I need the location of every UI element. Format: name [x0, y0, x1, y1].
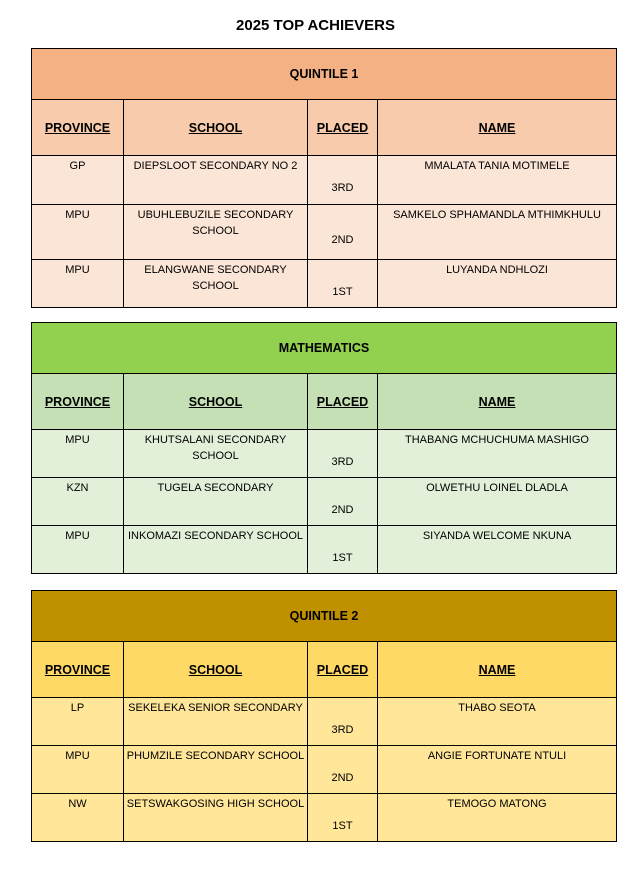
school-cell: PHUMZILE SECONDARY SCHOOL: [124, 746, 308, 794]
province-header: PROVINCE: [32, 374, 124, 430]
name-cell: SIYANDA WELCOME NKUNA: [378, 526, 617, 574]
table-row: [32, 205, 617, 260]
table-row: [32, 746, 617, 794]
table-row: [32, 526, 617, 574]
section-title: MATHEMATICS: [32, 323, 617, 374]
table-row: [32, 260, 617, 308]
name-cell: LUYANDA NDHLOZI: [378, 260, 617, 308]
table-row: [32, 478, 617, 526]
province-cell: MPU: [32, 260, 124, 308]
name-cell: SAMKELO SPHAMANDLA MTHIMKHULU: [378, 205, 617, 260]
school-cell: SETSWAKGOSING HIGH SCHOOL: [124, 794, 308, 842]
province-cell: MPU: [32, 205, 124, 260]
placed-cell: 3RD: [308, 430, 378, 478]
province-header: PROVINCE: [32, 642, 124, 698]
table-row: [32, 156, 617, 205]
school-cell: UBUHLEBUZILE SECONDARY SCHOOL: [124, 205, 308, 260]
placed-header: PLACED: [308, 374, 378, 430]
province-header: PROVINCE: [32, 100, 124, 156]
name-cell: THABO SEOTA: [378, 698, 617, 746]
province-cell: KZN: [32, 478, 124, 526]
school-cell: ELANGWANE SECONDARY SCHOOL: [124, 260, 308, 308]
name-cell: THABANG MCHUCHUMA MASHIGO: [378, 430, 617, 478]
page-title: 2025 TOP ACHIEVERS: [236, 17, 395, 34]
province-cell: MPU: [32, 526, 124, 574]
school-cell: INKOMAZI SECONDARY SCHOOL: [124, 526, 308, 574]
placed-cell: 3RD: [308, 698, 378, 746]
province-cell: NW: [32, 794, 124, 842]
table-row: [32, 794, 617, 842]
placed-cell: 2ND: [308, 746, 378, 794]
table-row: [32, 430, 617, 478]
section-title: QUINTILE 1: [32, 49, 617, 100]
placed-header: PLACED: [308, 100, 378, 156]
province-cell: LP: [32, 698, 124, 746]
province-cell: GP: [32, 156, 124, 205]
placed-cell: 3RD: [308, 156, 378, 205]
name-cell: MMALATA TANIA MOTIMELE: [378, 156, 617, 205]
name-cell: OLWETHU LOINEL DLADLA: [378, 478, 617, 526]
school-header: SCHOOL: [124, 100, 308, 156]
school-header: SCHOOL: [124, 642, 308, 698]
placed-header: PLACED: [308, 642, 378, 698]
placed-cell: 1ST: [308, 526, 378, 574]
school-cell: DIEPSLOOT SECONDARY NO 2: [124, 156, 308, 205]
placed-cell: 2ND: [308, 205, 378, 260]
placed-cell: 1ST: [308, 794, 378, 842]
name-header: NAME: [378, 642, 617, 698]
placed-cell: 1ST: [308, 260, 378, 308]
province-cell: MPU: [32, 430, 124, 478]
table-row: [32, 698, 617, 746]
placed-cell: 2ND: [308, 478, 378, 526]
mathematics-table: [31, 322, 617, 574]
school-cell: KHUTSALANI SECONDARY SCHOOL: [124, 430, 308, 478]
school-header: SCHOOL: [124, 374, 308, 430]
name-cell: ANGIE FORTUNATE NTULI: [378, 746, 617, 794]
school-cell: SEKELEKA SENIOR SECONDARY: [124, 698, 308, 746]
name-cell: TEMOGO MATONG: [378, 794, 617, 842]
quintile-2-table: [31, 590, 617, 842]
school-cell: TUGELA SECONDARY: [124, 478, 308, 526]
section-title: QUINTILE 2: [32, 591, 617, 642]
province-cell: MPU: [32, 746, 124, 794]
quintile-1-table: [31, 48, 617, 308]
name-header: NAME: [378, 374, 617, 430]
name-header: NAME: [378, 100, 617, 156]
